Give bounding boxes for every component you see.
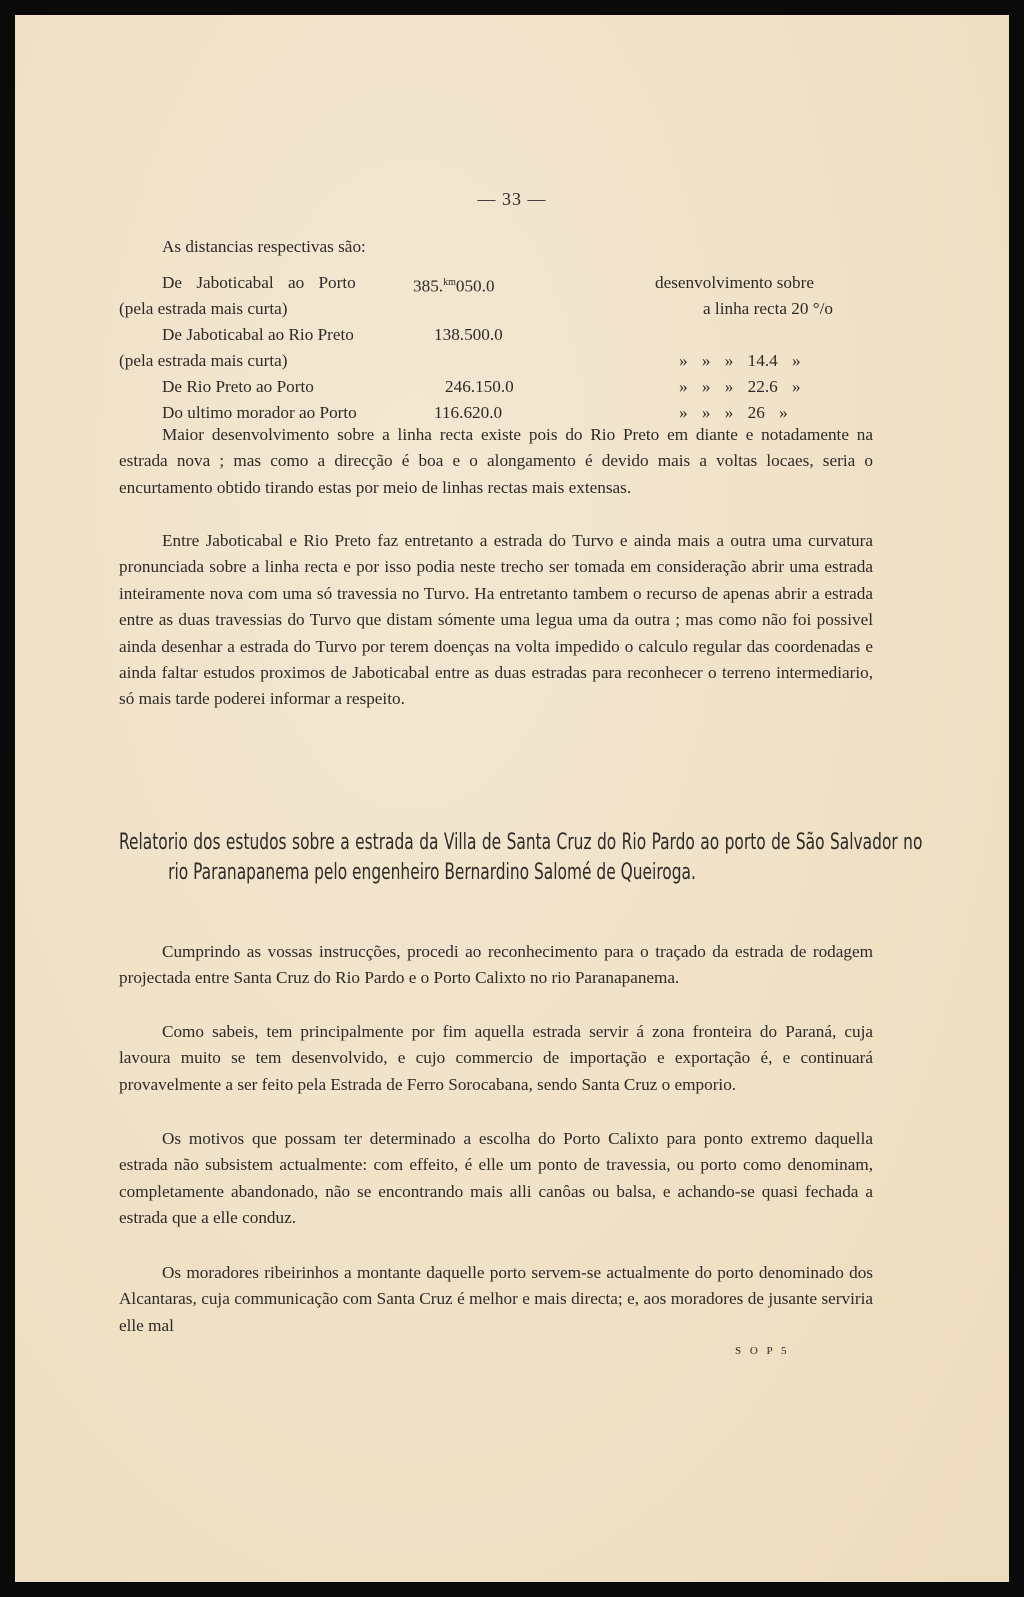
distance-note: (pela estrada mais curta) (119, 299, 288, 318)
distance-label: Do ultimo morador ao Porto (162, 403, 357, 422)
paragraph: Os moradores ribeirinhos a montante daquelle porto servem-se actualmente do porto denominado dos Alcantaras, cuja communicação com Santa Cruz é melhor e mais directa; e, aos moradores de jusante serviria elle mal (119, 1263, 873, 1335)
distance-note: (pela estrada mais curta) (119, 351, 288, 370)
distance-development: » » » 14.4 » (679, 351, 801, 370)
distance-value: 116.620.0 (434, 403, 503, 422)
paragraph: Como sabeis, tem principalmente por fim aquella estrada servir á zona fronteira do Paraná, cuja lavoura muito se tem desenvolvido, e cujo commercio de importação e exportação é, e continuará provavelmente a ser feito pela Estrada de Ferro Sorocabana, sendo Santa Cruz o emporio. (119, 1022, 873, 1094)
distance-value: 138.500.0 (434, 325, 503, 344)
paragraph: Entre Jaboticabal e Rio Preto faz entretanto a estrada do Turvo e ainda mais a outra uma curvatura pronunciada sobre a linha recta e por isso podia neste trecho ser tomada em consideração abrir uma estrada inteiramente nova com uma só travessia no Turvo. Ha entretanto tambem o recurso de apenas abrir a estrada entre as duas travessias do Turvo que distam sómente uma legua uma da outra ; mas como não foi possivel ainda desenhar a estrada do Turvo por terem doenças na volta impedido o calculo regular das coordenadas e ainda faltar estudos proximos de Jaboticabal entre as duas estradas para reconhecer o terreno intermediario, só mais tarde poderei informar a respeito. (119, 531, 873, 709)
distance-value: 385.$^{km}$050.0 (413, 276, 495, 296)
distance-development: » » » 22.6 » (679, 377, 801, 396)
distances-intro: As distancias respectivas são: (162, 237, 366, 256)
distance-development: » » » 26 » (679, 403, 788, 422)
distance-development: desenvolvimento sobre (655, 273, 814, 292)
distance-value: 246.150.0 (445, 377, 514, 396)
distance-label: De Rio Preto ao Porto (162, 377, 314, 396)
section-heading: Relatorio dos estudos sobre a estrada da Villa de Santa Cruz do Rio Pardo ao porto de São Salvador no rio Paranapanema pelo engenheiro Bernardino Salomé de Queiroga. (119, 830, 923, 885)
page-number: — 33 — (477, 189, 547, 209)
distance-label: De Jaboticabal ao Rio Preto (162, 325, 354, 344)
distance-label: De Jaboticabal ao Porto (162, 273, 356, 292)
document-page (15, 15, 1009, 1582)
paragraph: Cumprindo as vossas instrucções, procedi ao reconhecimento para o traçado da estrada de rodagem projectada entre Santa Cruz do Rio Pardo e o Porto Calixto no rio Paranapanema. (119, 942, 873, 988)
distance-development-cont: a linha recta 20 °/o (703, 299, 833, 318)
paragraph: Os motivos que possam ter determinado a escolha do Porto Calixto para ponto extremo daquella estrada não subsistem actualmente: com effeito, é elle um ponto de travessia, ou porto como denominam, completamente abandonado, não se encontrando mais alli canôas ou balsa, e achando-se quasi fechada a estrada que a elle conduz. (119, 1129, 873, 1228)
paragraph: Maior desenvolvimento sobre a linha recta existe pois do Rio Preto em diante e notadamente na estrada nova ; mas como a direcção é boa e o alongamento é devido mais a voltas locaes, seria o encurtamento obtido tirando estas por meio de linhas rectas mais extensas. (119, 425, 873, 497)
signature-mark: S O P 5 (735, 1345, 790, 1357)
